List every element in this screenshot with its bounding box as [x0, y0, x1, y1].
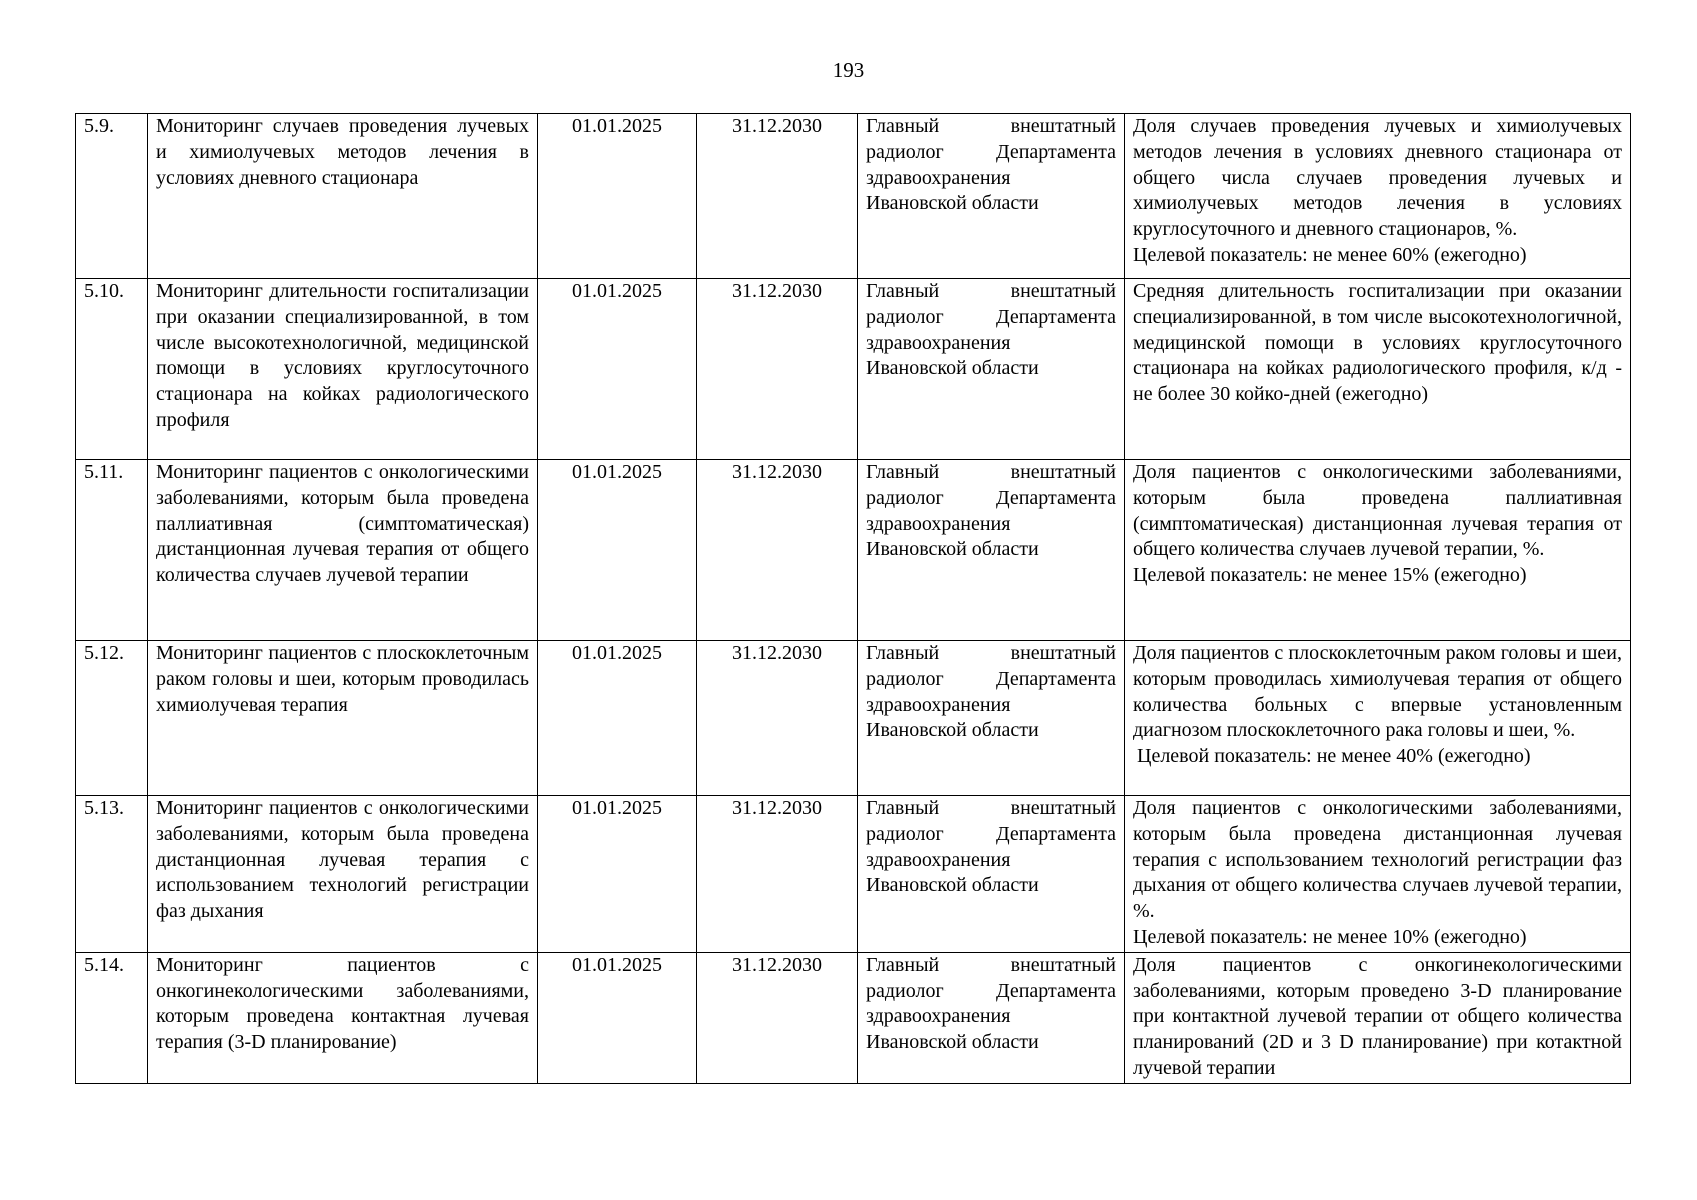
indicator-cell [1125, 641, 1631, 796]
table-row [76, 279, 1631, 460]
indicator-text: Доля пациентов с онкогинекологическими заболеваниями, которым проведено 3-D планирование при контактной лучевой терапии от общего количества планирований (2D и 3 D планирование) при котактной лучевой терапии [1133, 953, 1622, 1079]
page-number: 193 [832, 58, 865, 82]
row-number: 5.14. [76, 952, 148, 1083]
indicator-text: Доля случаев проведения лучевых и химиолучевых методов лечения в условиях дневного стационара от общего числа случаев проведения лучевых и химиолучевых методов лечения в условиях круглосуточного и дневного стационаров, %. [1133, 115, 1622, 241]
indicator-cell [1125, 796, 1631, 953]
indicator-cell [1125, 952, 1631, 1083]
end-date: 31.12.2030 [697, 114, 858, 279]
responsible-person: Главный внештатный радиолог Департамента здравоохранения Ивановской области [858, 952, 1125, 1083]
responsible-person: Главный внештатный радиолог Департамента здравоохранения Ивановской области [858, 641, 1125, 796]
indicator-text: Средняя длительность госпитализации при оказании специализированной, в том числе высокотехнологичной, медицинской помощи в условиях круглосуточного стационара на койках радиологического профиля, к/д - не более 30 койко-дней (ежегодно) [1133, 280, 1622, 406]
table-row [76, 460, 1631, 641]
target-value: Целевой показатель: не менее 60% (ежегодно) [1133, 243, 1527, 266]
event-description: Мониторинг пациентов с плоскоклеточным раком головы и шеи, которым проводилась химиолучевая терапия [148, 641, 538, 796]
event-description: Мониторинг пациентов с онкогинекологическими заболеваниями, которым проведена контактная лучевая терапия (3-D планирование) [148, 952, 538, 1083]
table-row [76, 796, 1631, 953]
measures-table [75, 113, 1631, 1084]
responsible-person: Главный внештатный радиолог Департамента здравоохранения Ивановской области [858, 460, 1125, 641]
responsible-person: Главный внештатный радиолог Департамента здравоохранения Ивановской области [858, 796, 1125, 953]
target-value: Целевой показатель: не менее 10% (ежегодно) [1133, 925, 1527, 948]
table-row [76, 114, 1631, 279]
indicator-cell [1125, 114, 1631, 279]
table-row [76, 641, 1631, 796]
indicator-text: Доля пациентов с онкологическими заболеваниями, которым была проведена дистанционная лучевая терапия с использованием технологий регистрации фаз дыхания от общего количества случаев лучевой терапии, %. [1133, 797, 1622, 923]
start-date: 01.01.2025 [538, 796, 697, 953]
target-value: Целевой показатель: не менее 15% (ежегодно) [1133, 564, 1527, 587]
event-description: Мониторинг длительности госпитализации при оказании специализированной, в том числе высокотехнологичной, медицинской помощи в условиях круглосуточного стационара на койках радиологического профиля [148, 279, 538, 460]
responsible-person: Главный внештатный радиолог Департамента здравоохранения Ивановской области [858, 279, 1125, 460]
event-description: Мониторинг пациентов с онкологическими заболеваниями, которым была проведена дистанционная лучевая терапия с использованием технологий регистрации фаз дыхания [148, 796, 538, 953]
indicator-cell [1125, 460, 1631, 641]
start-date: 01.01.2025 [538, 114, 697, 279]
end-date: 31.12.2030 [697, 796, 858, 953]
row-number: 5.13. [76, 796, 148, 953]
event-description: Мониторинг пациентов с онкологическими заболеваниями, которым была проведена паллиативная (симптоматическая) дистанционная лучевая терапия от общего количества случаев лучевой терапии [148, 460, 538, 641]
indicator-text: Доля пациентов с онкологическими заболеваниями, которым была проведена паллиативная (симптоматическая) дистанционная лучевая терапия от общего количества случаев лучевой терапии, %. [1133, 461, 1622, 561]
table-row [76, 952, 1631, 1083]
row-number: 5.12. [76, 641, 148, 796]
end-date: 31.12.2030 [697, 952, 858, 1083]
start-date: 01.01.2025 [538, 952, 697, 1083]
indicator-text: Доля пациентов с плоскоклеточным раком головы и шеи, которым проводилась химиолучевая терапия от общего количества больных с впервые установленным диагнозом плоскоклеточного рака головы и шеи, %. [1133, 642, 1622, 742]
event-description: Мониторинг случаев проведения лучевых и химиолучевых методов лечения в условиях дневного стационара [148, 114, 538, 279]
row-number: 5.11. [76, 460, 148, 641]
end-date: 31.12.2030 [697, 279, 858, 460]
row-number: 5.10. [76, 279, 148, 460]
indicator-cell [1125, 279, 1631, 460]
row-number: 5.9. [76, 114, 148, 279]
start-date: 01.01.2025 [538, 460, 697, 641]
end-date: 31.12.2030 [697, 460, 858, 641]
start-date: 01.01.2025 [538, 279, 697, 460]
end-date: 31.12.2030 [697, 641, 858, 796]
responsible-person: Главный внештатный радиолог Департамента здравоохранения Ивановской области [858, 114, 1125, 279]
start-date: 01.01.2025 [538, 641, 697, 796]
target-value: Целевой показатель: не менее 40% (ежегодно) [1137, 745, 1531, 768]
